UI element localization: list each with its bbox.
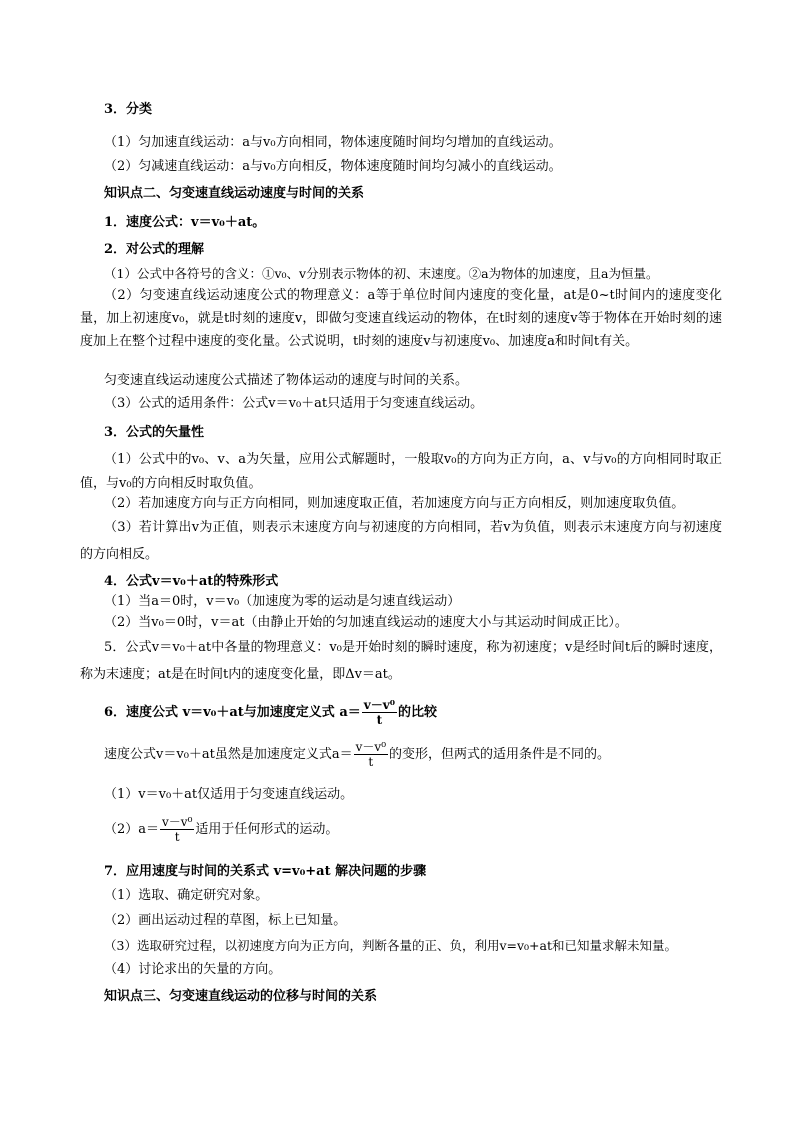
fraction <box>160 815 194 844</box>
fraction-denominator: t <box>376 713 383 727</box>
understanding-item-2: （2）匀变速直线运动速度公式的物理意义：a等于单位时间内速度的变化量，at是0~t时间内的速度变化量，加上初速度v₀，就是t时刻的速度v，即做匀变速直线运动的物体，在t时刻的速度v等于物体在开始时刻的速度加上在整个过程中速度的变化量。公式说明，t时刻的速度v与初速度v₀、加速度a和时间t有关。 <box>80 288 722 349</box>
comparison-item-2 <box>104 815 338 845</box>
special-form-heading: 4．公式v＝v₀＋at的特殊形式 <box>104 574 279 589</box>
comparison-line-1-suffix: 的变形，但两式的适用条件是不同的。 <box>389 747 611 762</box>
classification-item-2: （2）匀减速直线运动：a与v₀方向相反，物体速度随时间均匀减小的直线运动。 <box>104 159 562 174</box>
understanding-summary: 匀变速直线运动速度公式描述了物体运动的速度与时间的关系。 <box>104 373 469 388</box>
steps-heading: 7．应用速度与时间的关系式 v=v₀+at 解决问题的步骤 <box>104 864 427 879</box>
special-form-item-2: （2）当v₀＝0时，v＝at（由静止开始的匀加速直线运动的速度大小与其运动时间成正比）。 <box>104 615 628 630</box>
section-heading-classification: 3．分类 <box>104 102 153 117</box>
understanding-item-3: （3）公式的适用条件：公式v＝v₀＋at只适用于匀变速直线运动。 <box>104 396 484 411</box>
comparison-line-1 <box>104 740 610 770</box>
comparison-item-2-suffix: 适用于任何形式的运动。 <box>195 822 339 837</box>
comparison-item-1: （1）v＝v₀＋at仅适用于匀变速直线运动。 <box>104 787 354 802</box>
vector-item-2: （2）若加速度方向与正方向相同，则加速度取正值，若加速度方向与正方向相反，则加速度取负值。 <box>104 496 685 511</box>
knowledge-point-3-heading: 知识点三、匀变速直线运动的位移与时间的关系 <box>104 989 378 1004</box>
fraction-denominator: t <box>368 755 374 769</box>
velocity-formula-heading: 1．速度公式：v＝v₀＋at。 <box>104 215 266 230</box>
fraction <box>362 698 397 727</box>
steps-item-4: （4）讨论求出的矢量的方向。 <box>104 962 282 977</box>
steps-item-3: （3）选取研究过程，以初速度方向为正方向，判断各量的正、负，利用v=v₀+at和已知量求解未知量。 <box>104 938 678 953</box>
fraction-numerator: v－v⁰ <box>363 698 395 712</box>
fraction <box>354 740 388 769</box>
comparison-item-2-text: （2）a＝ <box>104 822 160 837</box>
fraction-numerator: v－v⁰ <box>355 740 387 754</box>
understanding-item-1: （1）公式中各符号的含义：①v₀、v分别表示物体的初、末速度。②a为物体的加速度，且a为恒量。 <box>104 266 659 281</box>
fraction-denominator: t <box>174 830 180 844</box>
comparison-heading-text: 6．速度公式 v＝v₀＋at与加速度定义式 a＝ <box>104 705 361 720</box>
comparison-heading <box>104 698 437 728</box>
physical-meaning-paragraph: 5．公式v＝v₀＋at中各量的物理意义：v₀是开始时刻的瞬时速度，称为初速度；v是经时间t后的瞬时速度，称为末速度；at是在时间t内的速度变化量，即Δv＝at。 <box>80 640 722 682</box>
vector-item-1: （1）公式中的v₀、v、a为矢量，应用公式解题时，一般取v₀的方向为正方向，a、v与v₀的方向相同时取正值，与v₀的方向相反时取负值。 <box>80 452 722 491</box>
comparison-line-1-text: 速度公式v＝v₀＋at虽然是加速度定义式a＝ <box>104 747 353 762</box>
fraction-numerator: v－v⁰ <box>162 815 193 829</box>
vector-item-3: （3）若计算出v为正值，则表示末速度方向与初速度的方向相同，若v为负值，则表示末速度方向与初速度的方向相反。 <box>80 520 722 562</box>
classification-item-1: （1）匀加速直线运动：a与v₀方向相同，物体速度随时间均匀增加的直线运动。 <box>104 135 562 150</box>
comparison-heading-suffix: 的比较 <box>397 705 437 720</box>
steps-item-2: （2）画出运动过程的草图，标上已知量。 <box>104 913 347 928</box>
special-form-item-1: （1）当a＝0时，v＝v₀（加速度为零的运动是匀速直线运动） <box>104 594 461 609</box>
vector-heading: 3．公式的矢量性 <box>104 425 205 440</box>
formula-understanding-heading: 2．对公式的理解 <box>104 242 205 257</box>
steps-item-1: （1）选取、确定研究对象。 <box>104 888 269 903</box>
knowledge-point-2-heading: 知识点二、匀变速直线运动速度与时间的关系 <box>104 186 365 201</box>
